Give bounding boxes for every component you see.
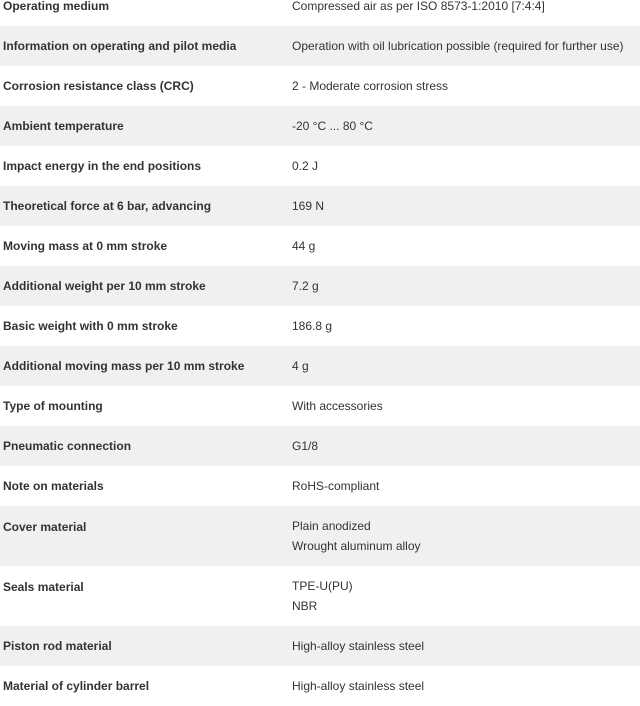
row-value-line: TPE-U(PU) <box>292 579 353 593</box>
table-row <box>0 386 640 426</box>
row-label: Theoretical force at 6 bar, advancing <box>3 199 212 213</box>
table-row <box>0 26 640 66</box>
table-row <box>0 426 640 466</box>
row-label: Piston rod material <box>3 639 112 653</box>
row-value-line: -20 °C ... 80 °C <box>292 119 373 133</box>
row-value <box>292 476 640 496</box>
row-value <box>292 36 640 56</box>
table-row <box>0 186 640 226</box>
row-value-line: G1/8 <box>292 439 319 453</box>
row-label: Seals material <box>3 580 84 594</box>
row-label: Type of mounting <box>3 399 103 413</box>
row-value <box>292 76 640 96</box>
table-row <box>0 106 640 146</box>
table-row <box>0 666 640 706</box>
row-value-line: With accessories <box>292 399 383 413</box>
row-value-line: 7.2 g <box>292 279 319 293</box>
table-row <box>0 566 640 626</box>
row-label: Operating medium <box>3 0 110 13</box>
row-value-line: 169 N <box>292 199 325 213</box>
row-value-line: NBR <box>292 599 318 613</box>
row-value-line: 0.2 J <box>292 159 319 173</box>
row-value-line: Compressed air as per ISO 8573-1:2010 [7:4:4] <box>292 0 545 13</box>
row-value-line: 44 g <box>292 239 316 253</box>
row-label: Material of cylinder barrel <box>3 679 150 693</box>
row-label: Basic weight with 0 mm stroke <box>3 319 178 333</box>
row-value <box>292 396 640 416</box>
row-value <box>292 196 640 216</box>
table-row <box>0 466 640 506</box>
row-label: Cover material <box>3 520 87 534</box>
row-value <box>292 156 640 176</box>
row-value-line: RoHS-compliant <box>292 479 380 493</box>
row-value <box>292 676 640 696</box>
table-row <box>0 266 640 306</box>
table-row <box>0 66 640 106</box>
table-row <box>0 146 640 186</box>
row-value-line: Operation with oil lubrication possible (required for further use) <box>292 39 624 53</box>
row-value <box>292 316 640 336</box>
row-value-line: 4 g <box>292 359 309 373</box>
row-value-line: High-alloy stainless steel <box>292 639 425 653</box>
row-label: Pneumatic connection <box>3 439 132 453</box>
row-value-line: High-alloy stainless steel <box>292 679 425 693</box>
table-row <box>0 226 640 266</box>
row-label: Corrosion resistance class (CRC) <box>3 79 194 93</box>
row-value <box>292 516 640 556</box>
row-value <box>292 576 640 616</box>
row-label: Ambient temperature <box>3 119 124 133</box>
table-row <box>0 506 640 566</box>
row-value <box>292 356 640 376</box>
table-row <box>0 626 640 666</box>
table-row <box>0 306 640 346</box>
row-label: Moving mass at 0 mm stroke <box>3 239 168 253</box>
row-value <box>292 636 640 656</box>
row-value <box>292 276 640 296</box>
row-value <box>292 116 640 136</box>
row-value-line: 2 - Moderate corrosion stress <box>292 79 449 93</box>
table-row <box>0 0 640 26</box>
row-value <box>292 436 640 456</box>
row-label: Information on operating and pilot media <box>3 39 237 53</box>
row-value-line: 186.8 g <box>292 319 333 333</box>
row-value <box>292 0 640 16</box>
row-label: Additional moving mass per 10 mm stroke <box>3 359 245 373</box>
row-label: Note on materials <box>3 479 104 493</box>
table-row <box>0 346 640 386</box>
row-label: Additional weight per 10 mm stroke <box>3 279 206 293</box>
row-label: Impact energy in the end positions <box>3 159 202 173</box>
row-value-line: Plain anodized <box>292 519 371 533</box>
row-value <box>292 236 640 256</box>
row-value-line: Wrought aluminum alloy <box>292 539 421 553</box>
